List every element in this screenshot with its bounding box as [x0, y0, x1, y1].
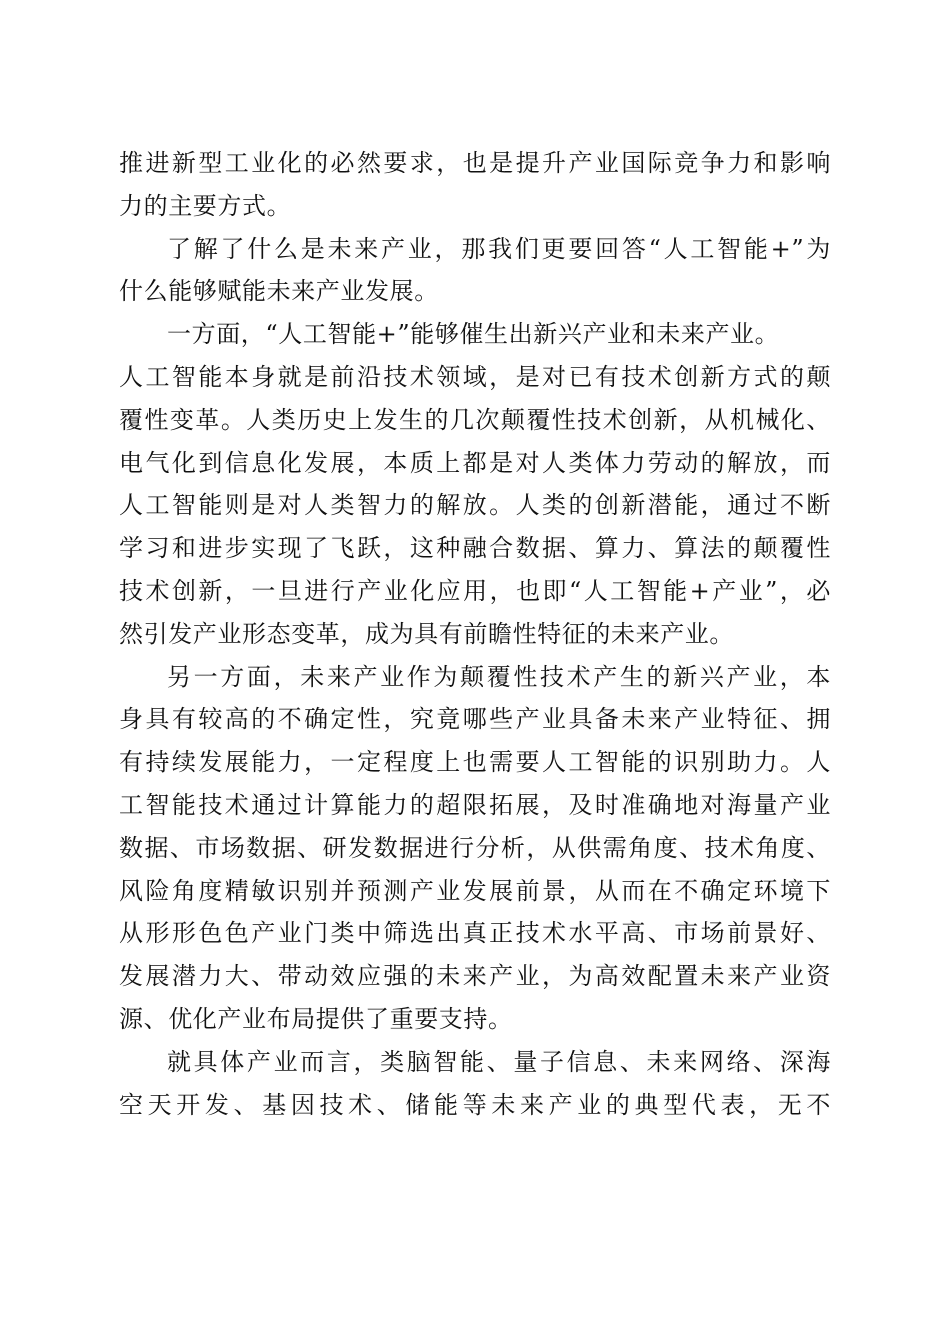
text-line: 从形形色色产业门类中筛选出真正技术水平高、市场前景好、	[119, 919, 831, 948]
text-line: 覆性变革。人类历史上发生的几次颠覆性技术创新，从机械化、	[119, 405, 831, 434]
text-line: 力的主要方式。	[119, 191, 292, 220]
text-line: 了解了什么是未来产业，那我们更要回答“人工智能+”为	[167, 234, 831, 263]
text-line: 另一方面，未来产业作为颠覆性技术产生的新兴产业，本	[167, 662, 831, 691]
text-line: 身具有较高的不确定性，究竟哪些产业具备未来产业特征、拥	[119, 705, 831, 734]
text-line: 学习和进步实现了飞跃，这种融合数据、算力、算法的颠覆性	[119, 534, 831, 563]
text-line: 电气化到信息化发展，本质上都是对人类体力劳动的解放，而	[119, 448, 831, 477]
text-line: 人工智能本身就是前沿技术领域，是对已有技术创新方式的颠	[119, 362, 831, 391]
text-line: 源、优化产业布局提供了重要支持。	[119, 1004, 513, 1033]
text-line: 一方面，“人工智能+”能够催生出新兴产业和未来产业。	[167, 320, 780, 349]
text-line: 风险角度精敏识别并预测产业发展前景，从而在不确定环境下	[119, 876, 831, 905]
text-line: 空天开发、基因技术、储能等未来产业的典型代表，无不	[119, 1090, 831, 1119]
text-line: 就具体产业而言，类脑智能、量子信息、未来网络、深海	[167, 1047, 831, 1076]
text-line: 人工智能则是对人类智力的解放。人类的创新潜能，通过不断	[119, 491, 831, 520]
text-line: 工智能技术通过计算能力的超限拓展，及时准确地对海量产业	[119, 790, 831, 819]
text-line: 发展潜力大、带动效应强的未来产业，为高效配置未来产业资	[119, 962, 831, 991]
text-line: 然引发产业形态变革，成为具有前瞻性特征的未来产业。	[119, 619, 734, 648]
text-line: 什么能够赋能未来产业发展。	[119, 277, 439, 306]
body-text	[119, 142, 831, 1126]
text-line: 技术创新，一旦进行产业化应用，也即“人工智能+产业”，必	[119, 576, 831, 605]
text-line: 有持续发展能力，一定程度上也需要人工智能的识别助力。人	[119, 748, 831, 777]
text-line: 推进新型工业化的必然要求，也是提升产业国际竞争力和影响	[119, 149, 831, 177]
text-line: 数据、市场数据、研发数据进行分析，从供需角度、技术角度、	[119, 833, 831, 862]
